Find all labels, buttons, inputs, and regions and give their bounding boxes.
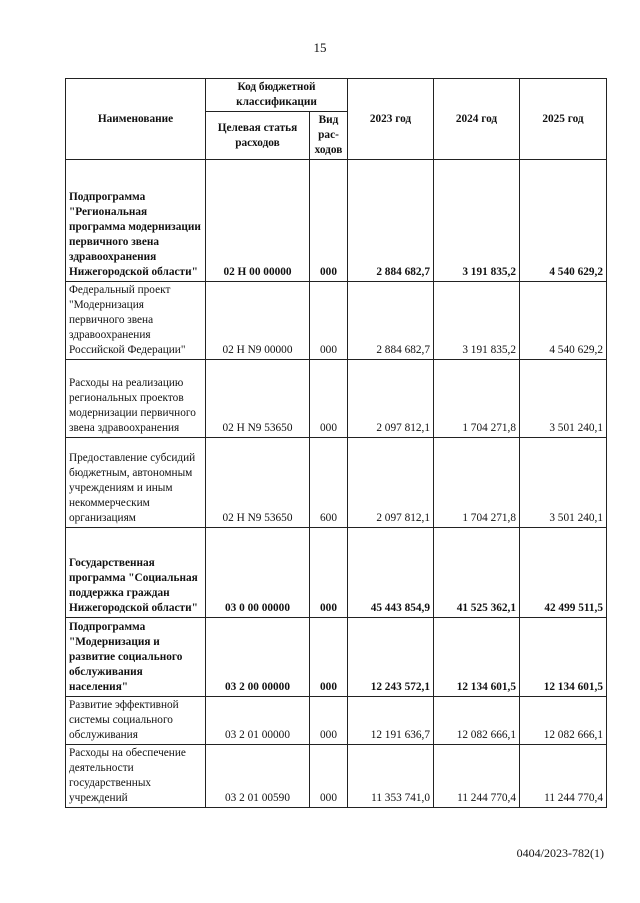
- row-name: Расходы на обеспечение деятельности государственных учреждений: [66, 745, 206, 808]
- row-value-2025: 11 244 770,4: [520, 745, 607, 808]
- row-value-2025: 3 501 240,1: [520, 438, 607, 528]
- table-row: [66, 282, 607, 360]
- header-year-2025: 2025 год: [520, 79, 607, 160]
- row-expense-type: 600: [310, 438, 348, 528]
- row-expense-type: 000: [310, 528, 348, 618]
- row-value-2023: 12 191 636,7: [348, 697, 434, 745]
- table-body: [66, 160, 607, 808]
- row-name: Подпрограмма "Модернизация и развитие социального обслуживания населения": [66, 618, 206, 697]
- row-name: Государственная программа "Социальная поддержка граждан Нижегородской области": [66, 528, 206, 618]
- row-value-2024: 11 244 770,4: [434, 745, 520, 808]
- header-budget-code: Код бюджетной классификации: [206, 79, 348, 112]
- row-value-2025: 3 501 240,1: [520, 360, 607, 438]
- budget-table: [65, 78, 607, 808]
- row-value-2023: 11 353 741,0: [348, 745, 434, 808]
- row-target-article: 03 0 00 00000: [206, 528, 310, 618]
- row-target-article: 02 Н 00 00000: [206, 160, 310, 282]
- row-value-2024: 1 704 271,8: [434, 438, 520, 528]
- row-value-2023: 2 884 682,7: [348, 282, 434, 360]
- row-name: Федеральный проект "Модернизация первичного звена здравоохранения Российской Федерации": [66, 282, 206, 360]
- row-expense-type: 000: [310, 697, 348, 745]
- row-expense-type: 000: [310, 360, 348, 438]
- row-value-2024: 3 191 835,2: [434, 282, 520, 360]
- row-target-article: 03 2 00 00000: [206, 618, 310, 697]
- row-target-article: 02 Н N9 53650: [206, 360, 310, 438]
- row-value-2023: 2 097 812,1: [348, 438, 434, 528]
- row-value-2025: 4 540 629,2: [520, 282, 607, 360]
- row-expense-type: 000: [310, 618, 348, 697]
- row-name: Расходы на реализацию региональных проектов модернизации первичного звена здравоохранения: [66, 360, 206, 438]
- row-value-2025: 12 082 666,1: [520, 697, 607, 745]
- row-value-2024: 1 704 271,8: [434, 360, 520, 438]
- row-value-2025: 4 540 629,2: [520, 160, 607, 282]
- table-row: [66, 160, 607, 282]
- header-year-2024: 2024 год: [434, 79, 520, 160]
- row-expense-type: 000: [310, 160, 348, 282]
- row-value-2023: 45 443 854,9: [348, 528, 434, 618]
- header-year-2023: 2023 год: [348, 79, 434, 160]
- row-expense-type: 000: [310, 282, 348, 360]
- row-value-2023: 12 243 572,1: [348, 618, 434, 697]
- row-value-2023: 2 097 812,1: [348, 360, 434, 438]
- table-row: [66, 528, 607, 618]
- header-expense-type: Вид рас-ходов: [310, 112, 348, 160]
- row-target-article: 02 Н N9 53650: [206, 438, 310, 528]
- row-name: Предоставление субсидий бюджетным, автономным учреждениям и иным некоммерческим организациям: [66, 438, 206, 528]
- row-name: Развитие эффективной системы социального обслуживания: [66, 697, 206, 745]
- document-code: 0404/2023-782(1): [516, 846, 604, 860]
- header-name: Наименование: [66, 79, 206, 160]
- table-row: [66, 618, 607, 697]
- row-name: Подпрограмма "Региональная программа модернизации первичного звена здравоохранения Нижегородской области": [66, 160, 206, 282]
- row-target-article: 03 2 01 00000: [206, 697, 310, 745]
- row-target-article: 03 2 01 00590: [206, 745, 310, 808]
- row-value-2024: 41 525 362,1: [434, 528, 520, 618]
- row-value-2024: 12 082 666,1: [434, 697, 520, 745]
- page-number: 15: [313, 40, 327, 55]
- row-value-2023: 2 884 682,7: [348, 160, 434, 282]
- row-value-2025: 42 499 511,5: [520, 528, 607, 618]
- row-value-2024: 12 134 601,5: [434, 618, 520, 697]
- table-row: [66, 438, 607, 528]
- row-value-2025: 12 134 601,5: [520, 618, 607, 697]
- row-target-article: 02 Н N9 00000: [206, 282, 310, 360]
- table-row: [66, 745, 607, 808]
- header-target-article: Целевая статья расходов: [206, 112, 310, 160]
- row-value-2024: 3 191 835,2: [434, 160, 520, 282]
- table-row: [66, 360, 607, 438]
- table-row: [66, 697, 607, 745]
- row-expense-type: 000: [310, 745, 348, 808]
